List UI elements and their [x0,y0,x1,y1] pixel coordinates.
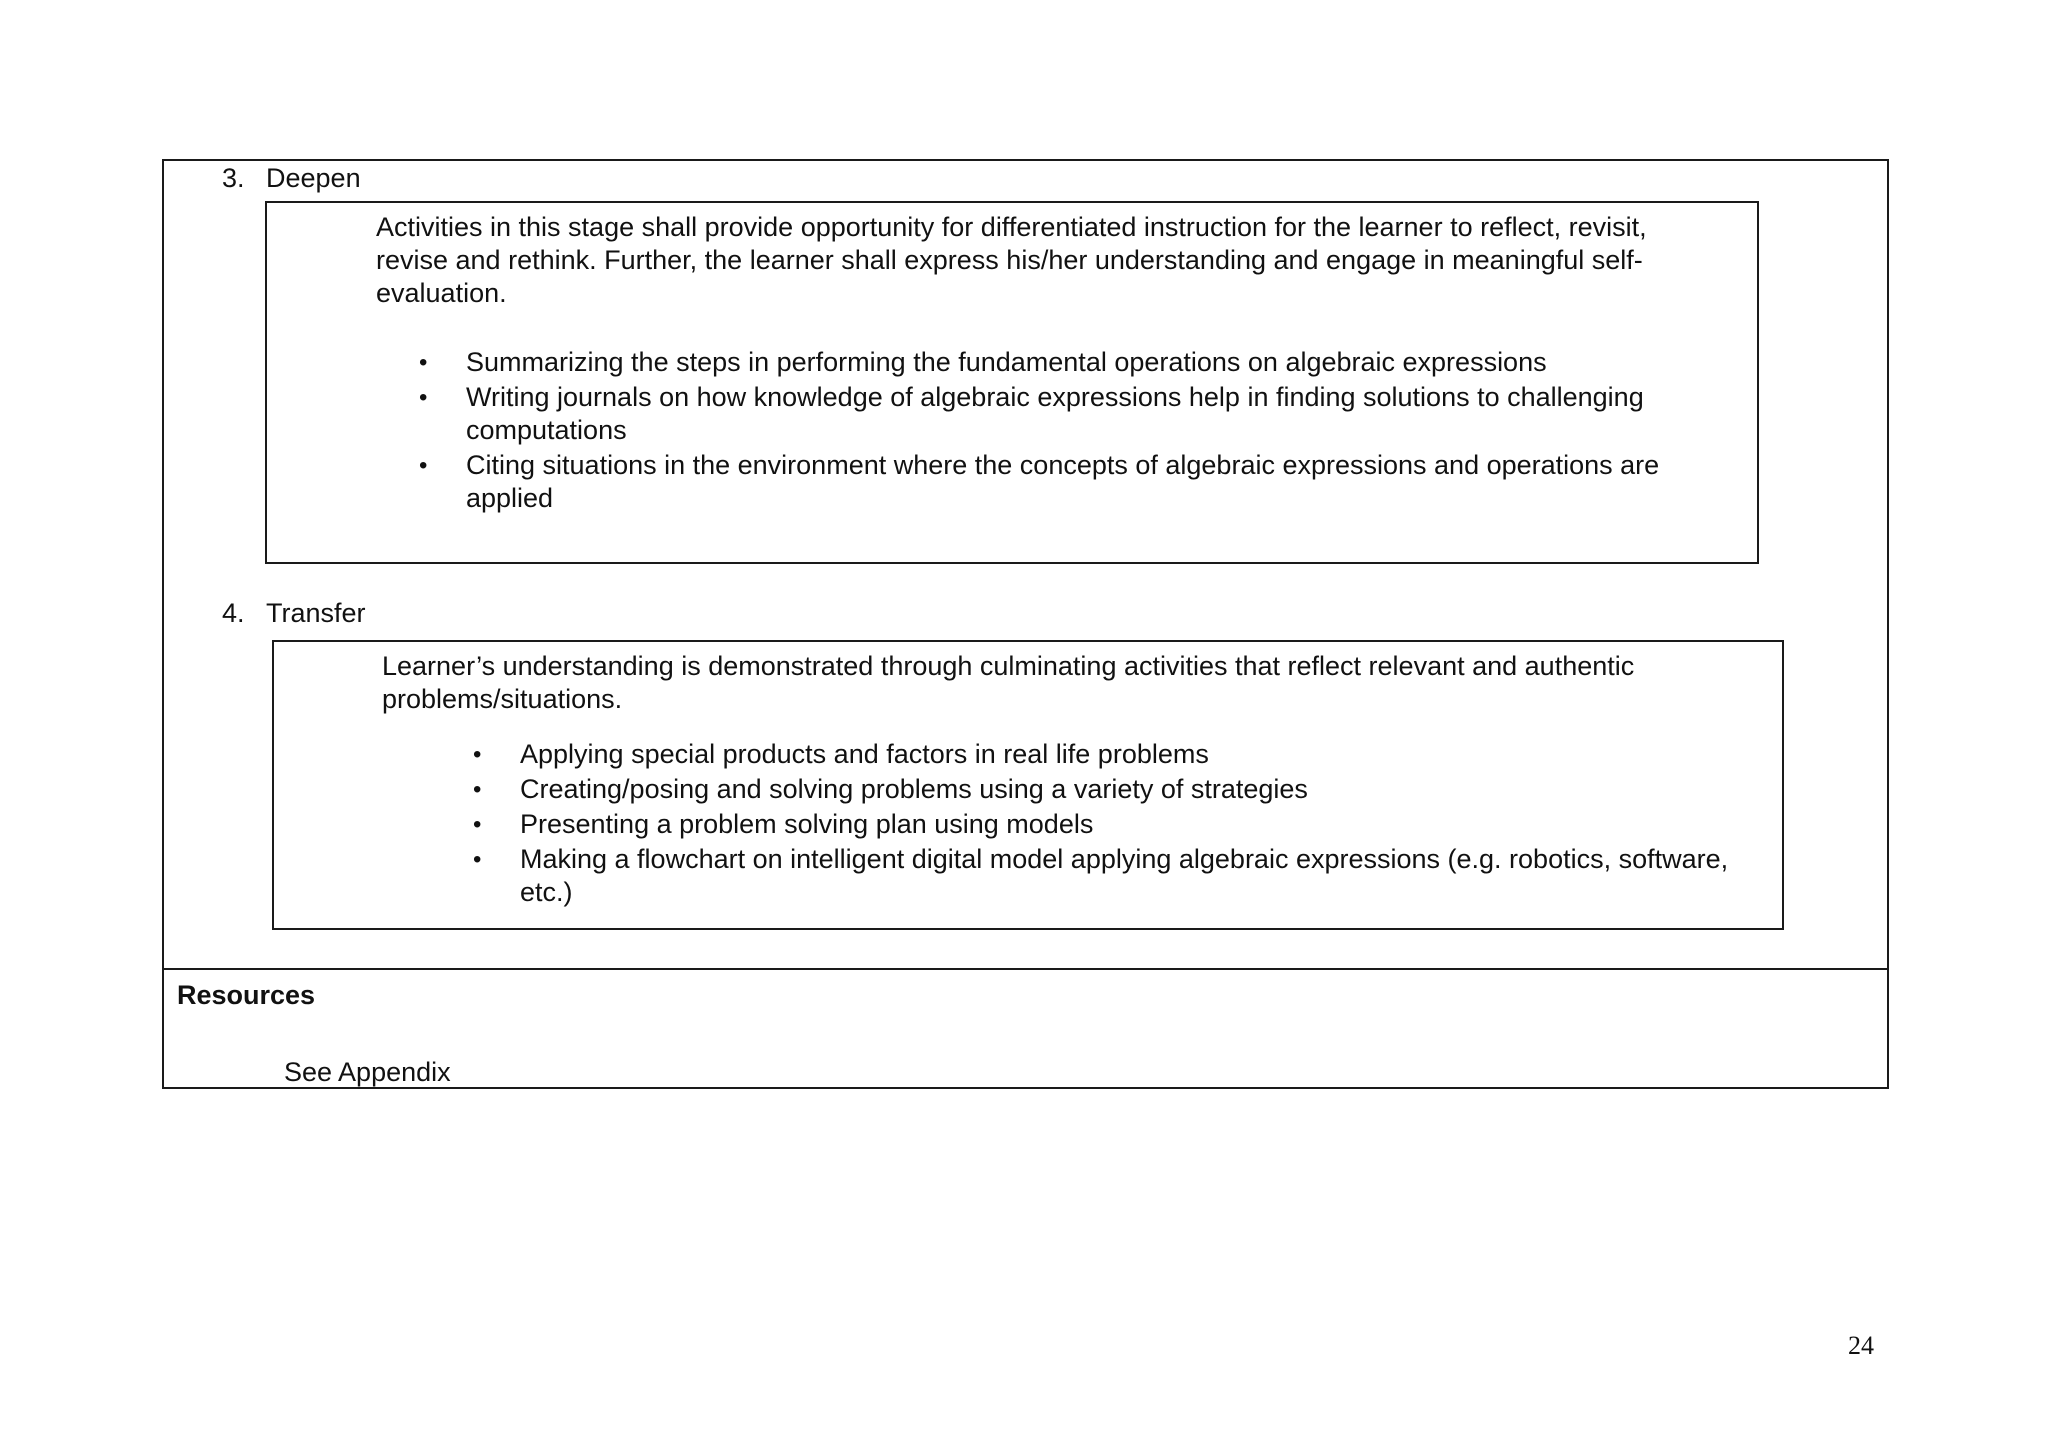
deepen-title: Deepen [266,163,361,193]
deepen-description: Activities in this stage shall provide opportunity for differentiated instruction for the learner to reflect, revisit, revise and rethink. Further, the learner shall express his/her understanding and engage in meaningful self-evaluation. [376,212,1647,308]
transfer-box [272,640,1784,930]
list-item: • Citing situations in the environment where the concepts of algebraic expressions and operations are applied [419,450,1660,513]
list-item: • Presenting a problem solving plan using models [473,809,1094,839]
bullet-icon: • [473,811,482,838]
bullet-icon: • [473,776,482,803]
deepen-list [419,346,1729,517]
bullet-icon: • [419,349,428,376]
transfer-heading [222,597,366,629]
list-item: • Writing journals on how knowledge of algebraic expressions help in finding solutions to challenging computations [419,382,1644,445]
transfer-number: 4. [222,598,245,628]
list-item: • Summarizing the steps in performing the fundamental operations on algebraic expressions [419,347,1547,377]
resources-divider [164,968,1887,970]
bullet-icon: • [473,741,482,768]
list-item: • Creating/posing and solving problems using a variety of strategies [473,774,1308,804]
see-appendix-text: See Appendix [284,1057,451,1087]
bullet-icon: • [419,452,428,479]
lesson-table [162,159,1889,1089]
bullet-icon: • [419,384,428,411]
bullet-icon: • [473,846,482,873]
deepen-number: 3. [222,163,245,193]
resources-label: Resources [177,980,316,1010]
transfer-title: Transfer [266,598,366,628]
list-item: • Making a flowchart on intelligent digital model applying algebraic expressions (e.g. robotics, software, etc.) [473,844,1729,907]
transfer-list [473,738,1733,911]
page-number: 24 [1848,1331,1874,1360]
deepen-box [265,201,1759,564]
deepen-heading [222,162,361,194]
transfer-description: Learner’s understanding is demonstrated through culminating activities that reflect relevant and authentic problems/situations. [382,651,1635,714]
list-item: • Applying special products and factors in real life problems [473,739,1209,769]
